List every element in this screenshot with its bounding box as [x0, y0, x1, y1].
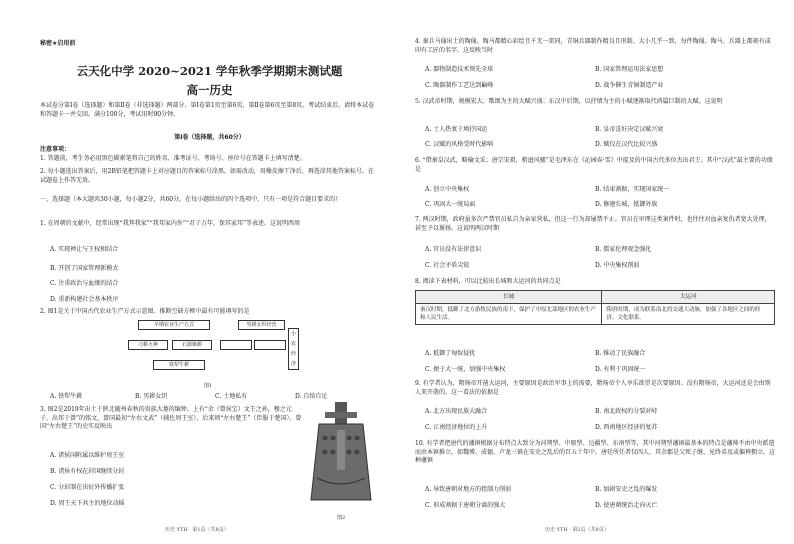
q9-option-c: C. 江南经济地位的上升 — [425, 424, 488, 431]
q4-option-c: C. 陶器制作工艺达到巅峰 — [425, 82, 494, 89]
figure-2-caption: 图2 — [337, 515, 346, 521]
q2-stem: 2. 图1是关于中国古代农业生产方式示意图。推断空缺方框中最有可能填写的是 — [40, 308, 250, 315]
q10-option-a: A. 导致唐朝对地方的控制力削弱 — [425, 486, 512, 493]
q3-option-a: A. 诸侯国附属以维护周王室 — [50, 452, 125, 459]
notes-title: 注意事项： — [40, 146, 71, 153]
q1-option-a: A. 实现禅让与王权相结合 — [50, 246, 119, 253]
q7-option-d: D. 中央集权削弱 — [595, 262, 640, 269]
footer-left: 历史 YTH · 第1页（共8页） — [165, 527, 229, 533]
q8-option-d: D. 有利于巩固统一 — [595, 366, 646, 373]
q1-option-b: B. 开创了国家管理新模式 — [50, 265, 119, 272]
footer-right: 历史 YTH · 第2页（共8页） — [545, 527, 609, 533]
diagram-blank-box — [220, 340, 252, 350]
q5-option-d: D. 赋仅在汉代比较兴盛 — [595, 141, 658, 148]
q1-stem: 1. 在周朝的文献中，经常出现“我拜我家”“我邦家内外”“君子万年，保其家邦”等表述。这说明西周 — [40, 220, 301, 227]
diagram-box-slash: 刀耕火种 — [128, 340, 168, 350]
diagram-box-early: 早期农业生产方式 — [138, 320, 210, 330]
diagram-box-smallfarm: 小农经济 — [288, 328, 299, 370]
diagram-box-family: 男耕女织经营 — [238, 320, 285, 330]
q9-option-d: D. 西南地区经济的复苏 — [595, 424, 658, 431]
diagram-blank-box — [254, 340, 286, 350]
q6-option-a: A. 创立中央集权 — [425, 186, 470, 193]
q4-option-b: B. 国家管理运用法家思想 — [595, 66, 664, 73]
comparison-table — [415, 290, 775, 325]
q6-option-c: C. 巩固大一统局面 — [425, 201, 476, 208]
q5-option-a: A. 士人热衷于填抒国运 — [425, 126, 488, 133]
q3-option-b: B. 诸侯有权在封国继续分封 — [50, 468, 125, 475]
q4-option-a: A. 器物制造技术领先全球 — [425, 66, 494, 73]
q2-option-c: C. 土地私有 — [215, 393, 248, 400]
q7-option-b: B. 儒家伦理观念强化 — [595, 246, 652, 253]
q7-option-a: A. 官员没有法律意识 — [425, 246, 482, 253]
q3-option-c: C. 分封制在出征外传播扩张 — [50, 484, 125, 491]
q2-option-d: D. 自给自足 — [295, 393, 328, 400]
agriculture-diagram — [128, 318, 298, 378]
exam-title: 云天化中学 2020~2021 学年秋季学期期末测试题 — [76, 64, 343, 78]
q3-stem: 3. 图2是2019年出土于陕北随州春秋的贵族大墓的编钟。上有“余（曾侯宝）文王之孙，穆之元子，出邦于曾”的铭文，曾国最初“左右文武”（辅佐周王室），后来则“左右楚王”（臣服于楚国）。曾国“左右楚王”的史实反映出 — [40, 406, 302, 430]
note-2: 2. 每小题选出答案后，用2B铅笔把答题卡上对应题目的答案标号涂黑。如需改动，用橡皮擦干净后，再选涂其他答案标号。在试题卷上作答无效。 — [40, 168, 374, 184]
q8-stem: 8. 阅读下表材料，可以比较出长城和大运河的共同点是 — [415, 278, 561, 285]
table-cell-greatwall: 秦汉时期，抵御了北方游牧民族的南下，保护了中原北部地区的农业生产和人民生活。 — [416, 304, 602, 325]
q10-stem: 10. 有学者把唐代的藩镇根据分布特点大致分为河朔型、中原型、边疆型、东南型等，其中河朔型藩镇最基本的特点是藩帅不由中央派遣而由本镇推立，如魏博、成德、卢龙三镇在安史之乱后的百五十年中，唐廷所任者仅四人，其余都是父死子继、兄终弟及或偏裨拥立。这种藩镇 — [415, 440, 776, 464]
intro-text: 本试卷分第Ⅰ卷（选择题）和第Ⅱ卷（非选择题）两部分。第Ⅰ卷第1页至第6页，第Ⅱ卷第6页至第8页。考试结束后，请将本试卷和答题卡一并交回。满分100分，考试用时90分钟。 — [40, 102, 375, 118]
q2-option-a: A. 铁犁牛耕 — [50, 393, 83, 400]
q6-option-b: B. 结束割据，实现国家统一 — [595, 186, 670, 193]
q10-option-d: D. 使唐朝统治走向灭亡 — [595, 502, 658, 509]
q1-option-c: C. 注重政治与血缘的结合 — [50, 280, 119, 287]
q6-stem: 6. “借秦皇汉武，略输文采；唐宗宋祖，稍逊风骚”是毛泽东在《沁园春·雪》中提及的中国古代多位杰出君王。其中“汉武”最主要的功绩是 — [415, 157, 773, 173]
q7-option-c: C. 社会矛盾尖锐 — [425, 262, 470, 269]
q5-stem: 5. 汉武帝时期，规模宏大、歌颂为主的大赋兴盛；东汉中后期，以抒情为主的小赋逐渐取代鸿篇巨制的大赋。这说明 — [415, 98, 723, 105]
q9-option-a: A. 北方出现民族大融合 — [425, 408, 488, 415]
q10-option-b: B. 加剧安史之乱的爆发 — [595, 486, 658, 493]
q6-option-d: D. 修建长城，抵御外族 — [595, 201, 658, 208]
q1-option-d: D. 重新构建社会基本秩序 — [50, 296, 119, 303]
q3-option-d: D. 周王天下共主的地位动摇 — [50, 500, 125, 507]
diagram-box-iron: 铁犁牛耕 — [153, 360, 205, 370]
diagram-box-stone: 石器锄耕 — [172, 340, 212, 350]
q2-option-b: B. 男耕女织 — [135, 393, 168, 400]
exam-subject: 高一历史 — [186, 83, 233, 97]
q8-option-b: B. 推动了民族融合 — [595, 350, 646, 357]
q5-option-b: B. 皇帝喜好决定汉赋兴衰 — [595, 126, 664, 133]
q9-stem: 9. 有学者认为，隋炀帝开凿大运河，主要原因是政治军事上的需要，隋炀帝个人享乐欲望是次要原因。没有隋炀帝，大运河还是会由别人来开凿的。这一看法的依据是 — [415, 380, 771, 396]
q7-stem: 7. 两汉时期，政府虽多次严禁官员私自为亲家营私，但这一行为却屡禁不止。官员在审理这类案件时，也往往对血亲复仇者宽大处理，甚至予以褒扬。这说明两汉时期 — [415, 216, 771, 232]
q4-option-d: D. 战争催生青铜制造产业 — [595, 82, 664, 89]
q4-stem: 4. 秦兵马俑出土的陶俑、陶马都精心彩绘且千无一雷同，青铜兵器制作精良且形制、大小几乎一致，每件陶俑、陶马、兵器上都刻有或印有工匠的名字。这反映当时 — [415, 38, 771, 54]
bronze-bell-image — [305, 400, 377, 510]
table-cell-canal: 隋唐时期，成为联系南北的交通大动脉，加强了各地区之间的经济、文化联系。 — [602, 304, 775, 325]
secret-label: 秘密★启用前 — [40, 40, 76, 47]
table-header-greatwall: 长城 — [416, 291, 602, 304]
q8-option-c: C. 便于大一统，加强中央集权 — [425, 366, 506, 373]
figure-1-caption: 图1 — [204, 383, 213, 389]
q9-option-b: B. 南北政权的分裂对峙 — [595, 408, 658, 415]
table-header-canal: 大运河 — [602, 291, 775, 304]
q5-option-c: C. 汉赋的风格受时代影响 — [425, 141, 494, 148]
choice-intro: 一、选择题（本大题共30小题，每小题2分，共60分。在每小题给出的四个选项中，只有一项是符合题目要求的） — [40, 196, 342, 203]
section-heading: 第Ⅰ卷（选择题，共60分） — [174, 134, 245, 141]
note-1: 1. 答题前，考生务必用黑色碳素笔将自己的姓名、准考证号、考场号、座位号在答题卡上填写清楚。 — [40, 155, 306, 162]
q10-option-c: C. 形成割据于唐朝分离的强大 — [425, 502, 506, 509]
q8-option-a: A. 抵御了匈奴侵扰 — [425, 350, 476, 357]
